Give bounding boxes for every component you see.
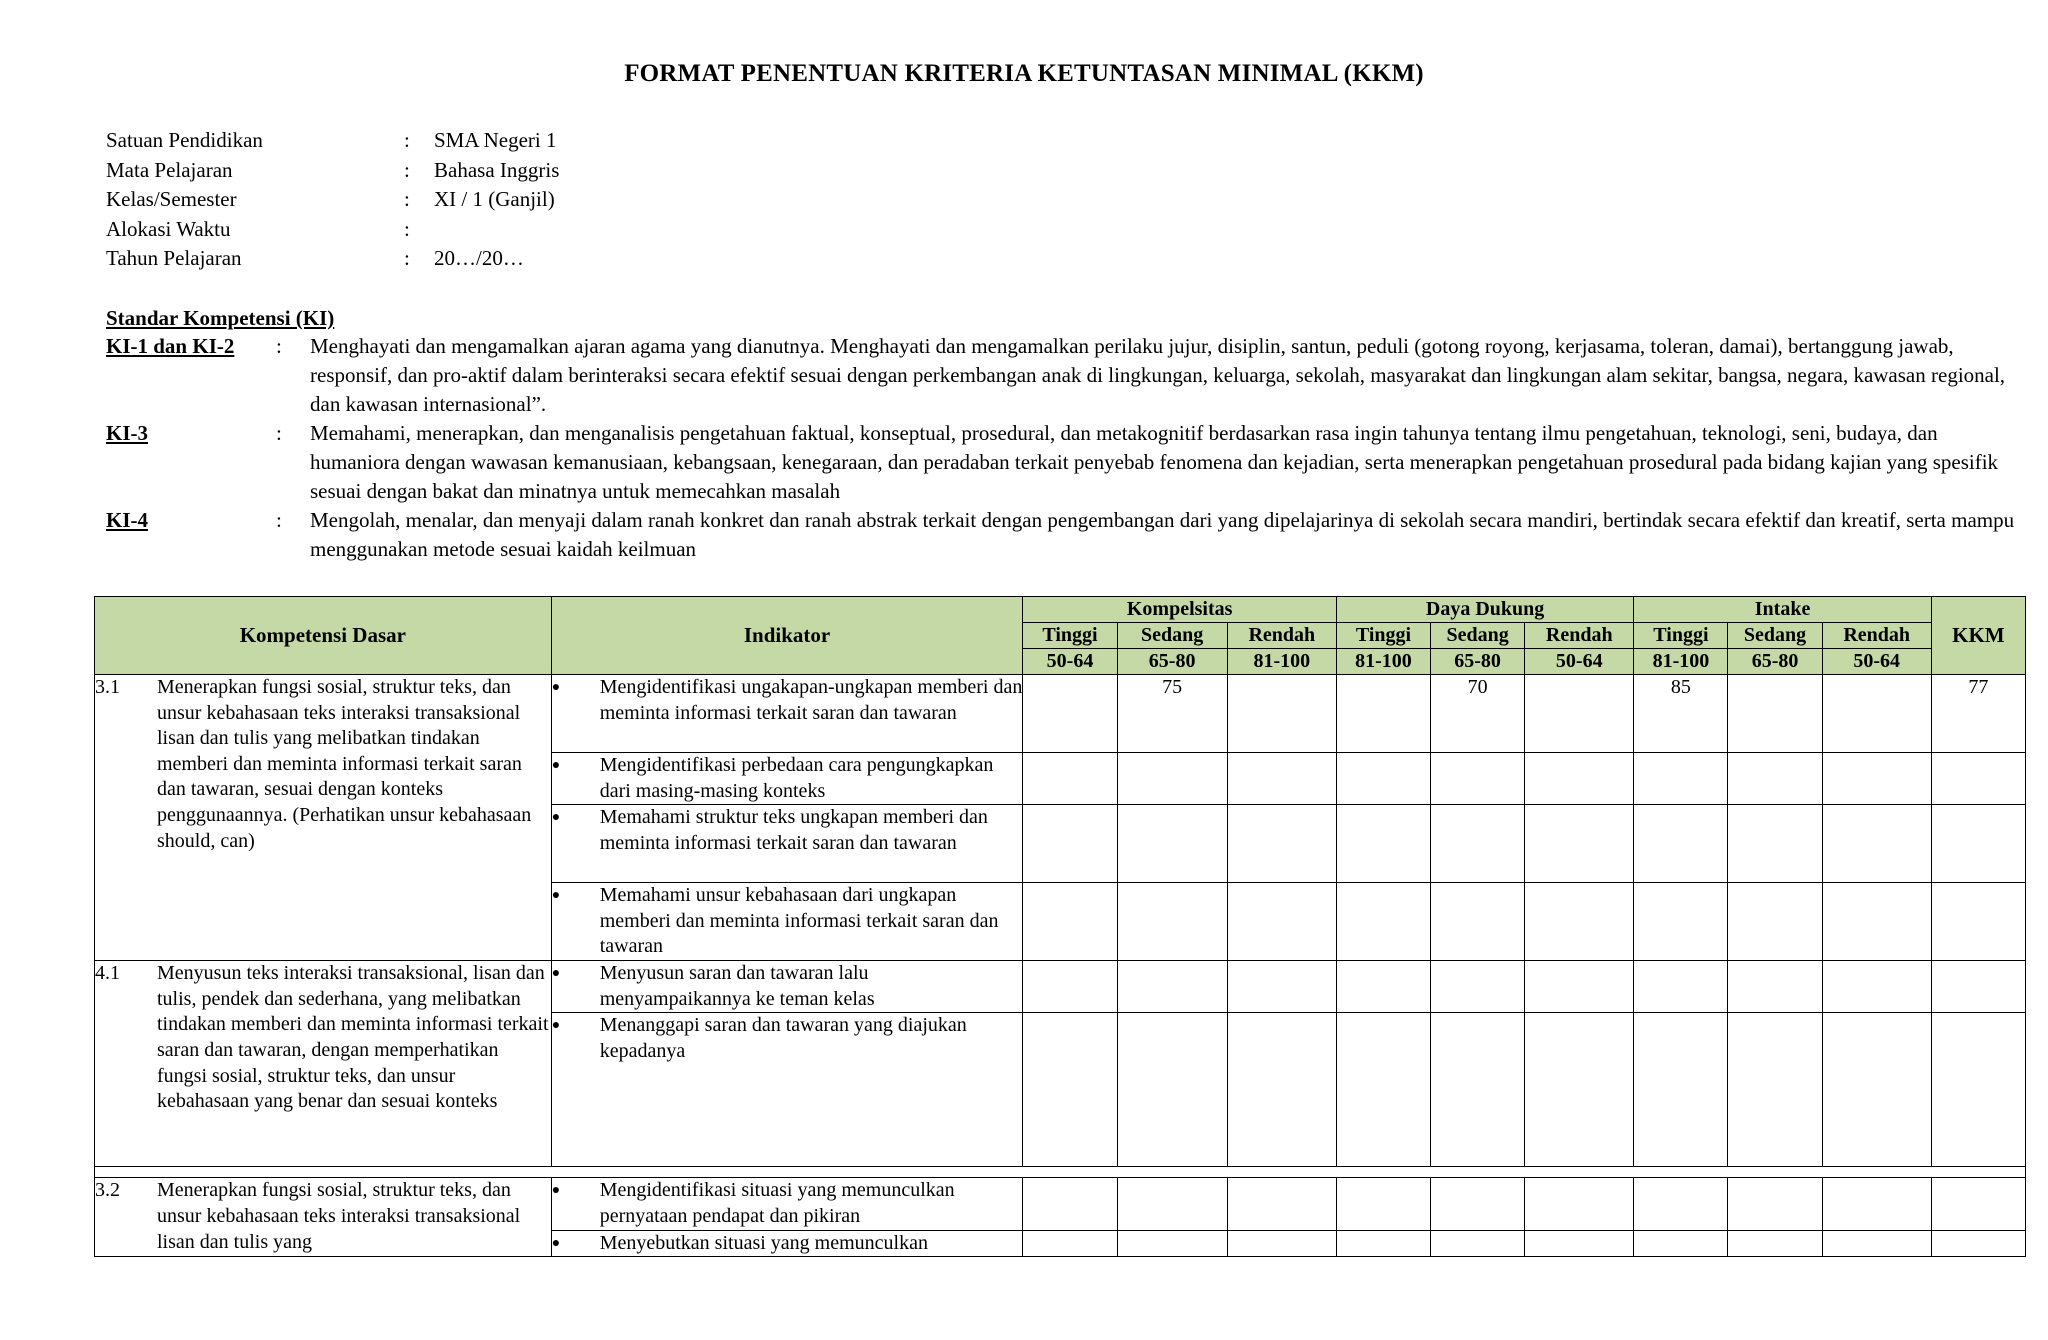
info-label: Kelas/Semester bbox=[106, 187, 237, 211]
info-value: Bahasa Inggris bbox=[434, 157, 560, 182]
kd-number: 4.1 bbox=[95, 962, 120, 985]
school-info bbox=[106, 126, 559, 274]
header-intake: Intake bbox=[1634, 597, 1931, 623]
indicator-text: Menyebutkan situasi yang memunculkan bbox=[599, 1231, 928, 1254]
indicator-cell bbox=[551, 753, 1023, 805]
info-colon: : bbox=[404, 157, 410, 182]
score-cell bbox=[1728, 961, 1822, 1013]
kkm-table bbox=[94, 596, 2026, 1257]
score-cell bbox=[1634, 1230, 1728, 1257]
score-cell bbox=[1431, 883, 1525, 961]
ki-text: Mengolah, menalar, dan menyaji dalam ranah konkret dan ranah abstrak terkait dengan pengembangan dari yang dipelajarinya di sekolah secara mandiri, bertindak secara efektif dan kreatif, serta mampu menggunakan metode sesuai kaidah keilmuan bbox=[310, 508, 2015, 561]
score-cell bbox=[1431, 1230, 1525, 1257]
indicator-cell bbox=[551, 1230, 1023, 1257]
header-range: 65-80 bbox=[1728, 649, 1822, 675]
score-cell bbox=[1431, 1178, 1525, 1230]
info-value: SMA Negeri 1 bbox=[434, 128, 557, 152]
ki-colon: : bbox=[276, 508, 282, 532]
indicator-cell bbox=[551, 883, 1023, 961]
kkm-cell: 77 bbox=[1931, 675, 2025, 753]
header-sub-level: Sedang bbox=[1728, 623, 1822, 649]
bullet-icon: ● bbox=[551, 888, 561, 904]
table-row bbox=[95, 961, 2026, 1013]
header-daya-dukung: Daya Dukung bbox=[1336, 597, 1633, 623]
score-cell bbox=[1227, 1230, 1336, 1257]
score-cell: 85 bbox=[1634, 675, 1728, 753]
kkm-cell bbox=[1931, 805, 2025, 883]
info-colon: : bbox=[404, 187, 410, 211]
kd-text: Menerapkan fungsi sosial, struktur teks, dan unsur kebahasaan teks interaksi transaksional lisan dan tulis yang melibatkan tindakan memberi dan meminta informasi terkait saran dan tawaran, sesuai dengan konteks penggunaannya. (Perhatikan unsur kebahasaan should, can) bbox=[157, 676, 532, 852]
score-cell bbox=[1822, 753, 1931, 805]
score-cell bbox=[1117, 883, 1227, 961]
score-cell bbox=[1525, 753, 1634, 805]
score-cell bbox=[1117, 753, 1227, 805]
score-cell bbox=[1227, 675, 1336, 753]
score-cell bbox=[1634, 753, 1728, 805]
score-cell bbox=[1634, 805, 1728, 883]
ki-label: KI-4 bbox=[106, 508, 148, 532]
indicator-cell bbox=[551, 961, 1023, 1013]
info-value: 20…/20… bbox=[434, 246, 524, 270]
ki-label: KI-3 bbox=[106, 421, 148, 445]
kkm-cell bbox=[1931, 753, 2025, 805]
score-cell bbox=[1023, 1013, 1117, 1167]
header-sub-level: Tinggi bbox=[1634, 623, 1728, 649]
score-cell bbox=[1822, 961, 1931, 1013]
kd-cell bbox=[95, 961, 552, 1167]
score-cell bbox=[1525, 675, 1634, 753]
header-range: 65-80 bbox=[1117, 649, 1227, 675]
score-cell bbox=[1117, 961, 1227, 1013]
header-range: 65-80 bbox=[1431, 649, 1525, 675]
kkm-cell bbox=[1931, 1013, 2025, 1167]
kkm-cell bbox=[1931, 961, 2025, 1013]
ki-1-2-row bbox=[106, 332, 2020, 419]
ki-text: Menghayati dan mengamalkan ajaran agama yang dianutnya. Menghayati dan mengamalkan perilaku jujur, disiplin, santun, peduli (gotong royong, kerjasama, toleran, damai), bertanggung jawab, responsif, dan pro-aktif dalam berinteraksi secara efektif sesuai dengan perkembangan anak di lingkungan, keluarga, sekolah, masyarakat dan lingkungan alam sekitar, bangsa, negara, kawasan regional, dan kawasan internasional”. bbox=[310, 334, 2006, 416]
score-cell bbox=[1431, 961, 1525, 1013]
score-cell bbox=[1822, 1178, 1931, 1230]
ki-colon: : bbox=[276, 421, 282, 445]
score-cell bbox=[1117, 1230, 1227, 1257]
score-cell bbox=[1728, 1178, 1822, 1230]
info-value: XI / 1 (Ganjil) bbox=[434, 187, 555, 211]
score-cell bbox=[1728, 753, 1822, 805]
score-cell bbox=[1525, 883, 1634, 961]
score-cell bbox=[1728, 883, 1822, 961]
score-cell bbox=[1023, 675, 1117, 753]
header-kkm: KKM bbox=[1931, 597, 2025, 675]
info-row-tahun-pelajaran bbox=[106, 244, 559, 274]
score-cell: 70 bbox=[1431, 675, 1525, 753]
score-cell bbox=[1117, 1178, 1227, 1230]
indicator-cell bbox=[551, 805, 1023, 883]
score-cell bbox=[1227, 1178, 1336, 1230]
score-cell bbox=[1822, 805, 1931, 883]
info-colon: : bbox=[404, 216, 410, 241]
score-cell bbox=[1728, 1013, 1822, 1167]
ki-4-row bbox=[106, 506, 2020, 564]
header-sub-level: Rendah bbox=[1525, 623, 1634, 649]
score-cell bbox=[1822, 883, 1931, 961]
indicator-text: Mengidentifikasi ungakapan-ungkapan memberi dan meminta informasi terkait saran dan tawaran bbox=[599, 676, 1023, 724]
bullet-icon: ● bbox=[551, 810, 561, 826]
header-sub-level: Tinggi bbox=[1336, 623, 1430, 649]
score-cell bbox=[1728, 675, 1822, 753]
score-cell bbox=[1728, 1230, 1822, 1257]
info-label: Satuan Pendidikan bbox=[106, 128, 263, 152]
indicator-cell bbox=[551, 675, 1023, 753]
header-kompleksitas: Kompelsitas bbox=[1023, 597, 1336, 623]
score-cell bbox=[1336, 753, 1430, 805]
score-cell bbox=[1336, 1013, 1430, 1167]
score-cell bbox=[1336, 1178, 1430, 1230]
separator-cell bbox=[95, 1167, 2026, 1178]
score-cell bbox=[1117, 805, 1227, 883]
ki-colon: : bbox=[276, 334, 282, 358]
info-row-satuan-pendidikan bbox=[106, 126, 559, 156]
kkm-cell bbox=[1931, 1178, 2025, 1230]
score-cell bbox=[1227, 1013, 1336, 1167]
score-cell bbox=[1227, 883, 1336, 961]
header-sub-level: Sedang bbox=[1117, 623, 1227, 649]
score-cell bbox=[1117, 1013, 1227, 1167]
score-cell bbox=[1525, 961, 1634, 1013]
header-range: 81-100 bbox=[1227, 649, 1336, 675]
info-row-mata-pelajaran bbox=[106, 156, 559, 186]
info-row-kelas-semester bbox=[106, 185, 559, 215]
score-cell bbox=[1822, 1230, 1931, 1257]
header-range: 50-64 bbox=[1023, 649, 1117, 675]
score-cell bbox=[1023, 1230, 1117, 1257]
score-cell bbox=[1023, 883, 1117, 961]
header-sub-level: Tinggi bbox=[1023, 623, 1117, 649]
score-cell bbox=[1822, 675, 1931, 753]
score-cell bbox=[1634, 883, 1728, 961]
score-cell bbox=[1336, 961, 1430, 1013]
score-cell bbox=[1023, 1178, 1117, 1230]
score-cell bbox=[1336, 883, 1430, 961]
kd-text: Menerapkan fungsi sosial, struktur teks, dan unsur kebahasaan teks interaksi transaksional lisan dan tulis yang bbox=[157, 1179, 521, 1253]
score-cell bbox=[1525, 1230, 1634, 1257]
kd-cell bbox=[95, 1178, 552, 1257]
kd-cell bbox=[95, 675, 552, 961]
score-cell bbox=[1227, 753, 1336, 805]
score-cell bbox=[1227, 961, 1336, 1013]
score-cell bbox=[1023, 753, 1117, 805]
header-range: 81-100 bbox=[1336, 649, 1430, 675]
bullet-icon: ● bbox=[551, 1183, 561, 1199]
bullet-icon: ● bbox=[551, 680, 561, 695]
kd-number: 3.2 bbox=[95, 1179, 120, 1202]
separator-row bbox=[95, 1167, 2026, 1178]
kd-text: Menyusun teks interaksi transaksional, lisan dan tulis, pendek dan sederhana, yang melibatkan tindakan memberi dan meminta informasi terkait saran dan tawaran, dengan memperhatikan fungsi sosial, struktur teks, dan unsur kebahasaan yang benar dan sesuai konteks bbox=[157, 962, 549, 1113]
kkm-cell bbox=[1931, 883, 2025, 961]
indicator-cell bbox=[551, 1013, 1023, 1167]
ki-3-row bbox=[106, 419, 2020, 506]
header-indikator: Indikator bbox=[551, 597, 1023, 675]
bullet-icon: ● bbox=[551, 1018, 561, 1034]
kkm-cell bbox=[1931, 1230, 2025, 1257]
header-sub-level: Rendah bbox=[1822, 623, 1931, 649]
header-range: 50-64 bbox=[1525, 649, 1634, 675]
info-label: Alokasi Waktu bbox=[106, 216, 231, 241]
ki-heading: Standar Kompetensi (KI) bbox=[106, 306, 335, 330]
score-cell bbox=[1525, 1178, 1634, 1230]
score-cell bbox=[1336, 675, 1430, 753]
indicator-text: Memahami unsur kebahasaan dari ungkapan memberi dan meminta informasi terkait saran dan tawaran bbox=[599, 884, 999, 958]
score-cell bbox=[1227, 805, 1336, 883]
ki-text: Memahami, menerapkan, dan menganalisis pengetahuan faktual, konseptual, prosedural, dan metakognitif berdasarkan rasa ingin tahunya tentang ilmu pengetahuan, teknologi, seni, budaya, dan humaniora dengan wawasan kemanusiaan, kebangsaan, kenegaraan, dan peradaban terkait penyebab fenomena dan kejadian, serta menerapkan pengetahuan prosedural pada bidang kajian yang spesifik sesuai dengan bakat dan minatnya untuk memecahkan masalah bbox=[310, 421, 1999, 503]
score-cell bbox=[1336, 1230, 1430, 1257]
indicator-text: Menyusun saran dan tawaran lalu menyampaikannya ke teman kelas bbox=[599, 962, 875, 1010]
score-cell bbox=[1634, 1013, 1728, 1167]
ki-label: KI-1 dan KI-2 bbox=[106, 334, 235, 358]
header-sub-level: Rendah bbox=[1227, 623, 1336, 649]
indicator-text: Memahami struktur teks ungkapan memberi dan meminta informasi terkait saran dan tawaran bbox=[599, 806, 988, 854]
indicator-text: Menanggapi saran dan tawaran yang diajukan kepadanya bbox=[599, 1014, 967, 1062]
indicator-text: Mengidentifikasi situasi yang memunculkan pernyataan pendapat dan pikiran bbox=[599, 1179, 955, 1227]
score-cell bbox=[1431, 753, 1525, 805]
indicator-text: Mengidentifikasi perbedaan cara pengungkapkan dari masing-masing konteks bbox=[599, 754, 994, 802]
indicator-cell bbox=[551, 1178, 1023, 1230]
kd-number: 3.1 bbox=[95, 676, 120, 698]
bullet-icon: ● bbox=[551, 966, 561, 982]
header-kompetensi-dasar: Kompetensi Dasar bbox=[95, 597, 552, 675]
score-cell bbox=[1728, 805, 1822, 883]
table-row bbox=[95, 1178, 2026, 1230]
score-cell bbox=[1431, 805, 1525, 883]
info-label: Tahun Pelajaran bbox=[106, 246, 242, 270]
score-cell bbox=[1634, 1178, 1728, 1230]
score-cell bbox=[1431, 1013, 1525, 1167]
header-range: 50-64 bbox=[1822, 649, 1931, 675]
score-cell bbox=[1525, 1013, 1634, 1167]
score-cell bbox=[1023, 805, 1117, 883]
bullet-icon: ● bbox=[551, 1235, 561, 1251]
score-cell bbox=[1023, 961, 1117, 1013]
score-cell bbox=[1822, 1013, 1931, 1167]
score-cell bbox=[1336, 805, 1430, 883]
bullet-icon: ● bbox=[551, 758, 561, 773]
score-cell bbox=[1525, 805, 1634, 883]
info-colon: : bbox=[404, 128, 410, 152]
score-cell: 75 bbox=[1117, 675, 1227, 753]
score-cell bbox=[1634, 961, 1728, 1013]
info-label: Mata Pelajaran bbox=[106, 157, 233, 182]
info-row-alokasi-waktu bbox=[106, 215, 559, 245]
page-title: FORMAT PENENTUAN KRITERIA KETUNTASAN MINIMAL (KKM) bbox=[624, 60, 1424, 87]
header-range: 81-100 bbox=[1634, 649, 1728, 675]
table-row bbox=[95, 675, 2026, 753]
info-colon: : bbox=[404, 246, 410, 270]
header-sub-level: Sedang bbox=[1431, 623, 1525, 649]
